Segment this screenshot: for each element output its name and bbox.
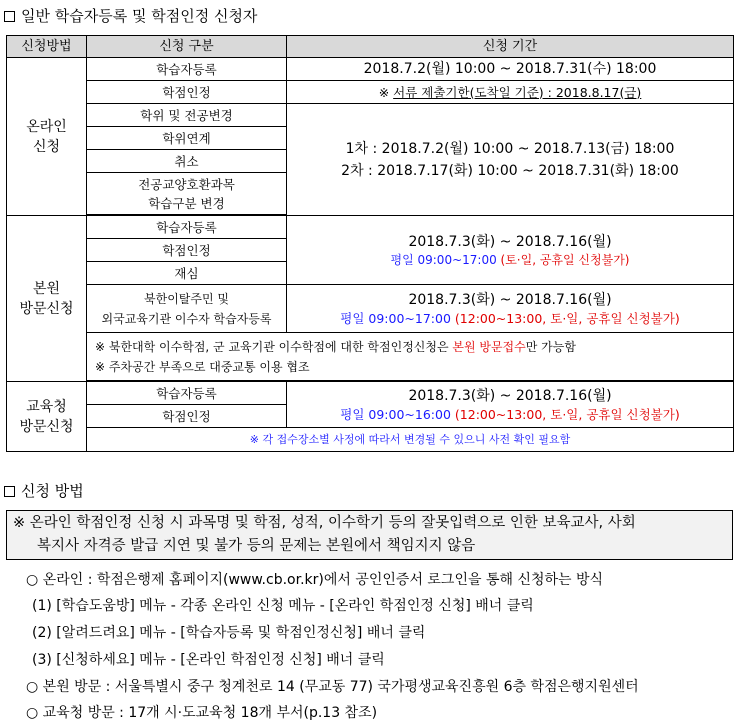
type-cell: 학습자등록 xyxy=(87,58,287,81)
method-visit-text: ○ 본원 방문 : 서울특별시 중구 청계천로 14 (무교동 77) 국가평생교육진흥원 6층 학점은행지원센터 xyxy=(26,679,639,695)
checkbox-square-icon xyxy=(4,486,15,497)
period-cell: 2018.7.3(화) ~ 2018.7.16(월) 평일 09:00~17:00 (12:00~13:00, 토·일, 공휴일 신청불가) xyxy=(287,285,734,333)
type-cell: 학위연계 xyxy=(87,127,287,150)
application-period-table xyxy=(6,35,734,452)
table-row xyxy=(7,58,734,81)
type-cell: 학점인정 xyxy=(87,405,287,428)
period-cell: 1차 : 2018.7.2(월) 10:00 ~ 2018.7.13(금) 18:00 2차 : 2018.7.17(화) 10:00 ~ 2018.7.31(화) 18:00 xyxy=(287,104,734,216)
method-step-1: (1) [학습도움방] 메뉴 - 각종 온라인 신청 메뉴 - [온라인 학점인정 신청] 배너 클릭 xyxy=(32,598,534,614)
type-cell: 학점인정 xyxy=(87,81,287,104)
type-cell: 재심 xyxy=(87,262,287,285)
office-note: ※ 각 접수장소별 사정에 따라서 변경될 수 있으니 사전 확인 필요함 xyxy=(87,428,734,452)
table-row xyxy=(7,333,734,381)
period-cell: 2018.7.2(월) 10:00 ~ 2018.7.31(수) 18:00 xyxy=(287,58,734,81)
table-row xyxy=(7,81,734,104)
method-visit: 본원 방문신청 xyxy=(7,216,87,382)
visit-notes: ※ 북한대학 이수학점, 군 교육기관 이수학점에 대한 학점인정신청은 본원 방문접수만 가능함 ※ 주차공간 부족으로 대중교통 이용 협조 xyxy=(87,333,734,381)
table-row xyxy=(7,428,734,452)
method-step-3: (3) [신청하세요] 메뉴 - [온라인 학점인정 신청] 배너 클릭 xyxy=(32,652,385,668)
header-type: 신청 구분 xyxy=(87,36,287,58)
method-online-text: ○ 온라인 : 학점은행제 홈페이지(www.cb.or.kr)에서 공인인증서 로그인을 통해 신청하는 방식 xyxy=(26,572,604,588)
period-cell: ※ 서류 제출기한(도착일 기준) : 2018.8.17(금) xyxy=(287,81,734,104)
period-cell: 2018.7.3(화) ~ 2018.7.16(월) 평일 09:00~16:00 (12:00~13:00, 토·일, 공휴일 신청불가) xyxy=(287,382,734,428)
period-cell: 2018.7.3(화) ~ 2018.7.16(월) 평일 09:00~17:00 (토·일, 공휴일 신청불가) xyxy=(287,216,734,285)
method-online: 온라인 신청 xyxy=(7,58,87,216)
checkbox-square-icon xyxy=(4,11,15,22)
table-row xyxy=(7,104,734,127)
warning-line-2: 복지사 자격증 발급 지연 및 불가 등의 문제는 본원에서 책임지지 않음 xyxy=(37,538,476,554)
section-title-general: 일반 학습자등록 및 학점인정 신청자 xyxy=(4,6,257,26)
header-period: 신청 기간 xyxy=(287,36,734,58)
method-step-2: (2) [알려드려요] 메뉴 - [학습자등록 및 학점인정신청] 배너 클릭 xyxy=(32,625,426,641)
type-cell: 전공교양호환과목 학습구분 변경 xyxy=(87,173,287,215)
type-cell: 학습자등록 xyxy=(87,216,287,239)
method-office: 교육청 방문신청 xyxy=(7,382,87,452)
section-title-method: 신청 방법 xyxy=(4,481,84,501)
type-cell: 학위 및 전공변경 xyxy=(87,104,287,127)
header-method: 신청방법 xyxy=(7,36,87,58)
table-row xyxy=(7,285,734,333)
warning-line-1: ※ 온라인 학점인정 신청 시 과목명 및 학점, 성적, 이수학기 등의 잘못입력으로 인한 보육교사, 사회 xyxy=(13,515,636,531)
type-cell: 학점인정 xyxy=(87,239,287,262)
table-header-row xyxy=(7,36,734,58)
type-cell: 학습자등록 xyxy=(87,382,287,405)
table-row xyxy=(7,382,734,405)
type-cell: 북한이탈주민 및 외국교육기관 이수자 학습자등록 xyxy=(87,285,287,333)
table-row xyxy=(7,216,734,239)
warning-box xyxy=(6,510,733,560)
method-office-text: ○ 교육청 방문 : 17개 시·도교육청 18개 부서(p.13 참조) xyxy=(26,705,378,721)
type-cell: 취소 xyxy=(87,150,287,173)
